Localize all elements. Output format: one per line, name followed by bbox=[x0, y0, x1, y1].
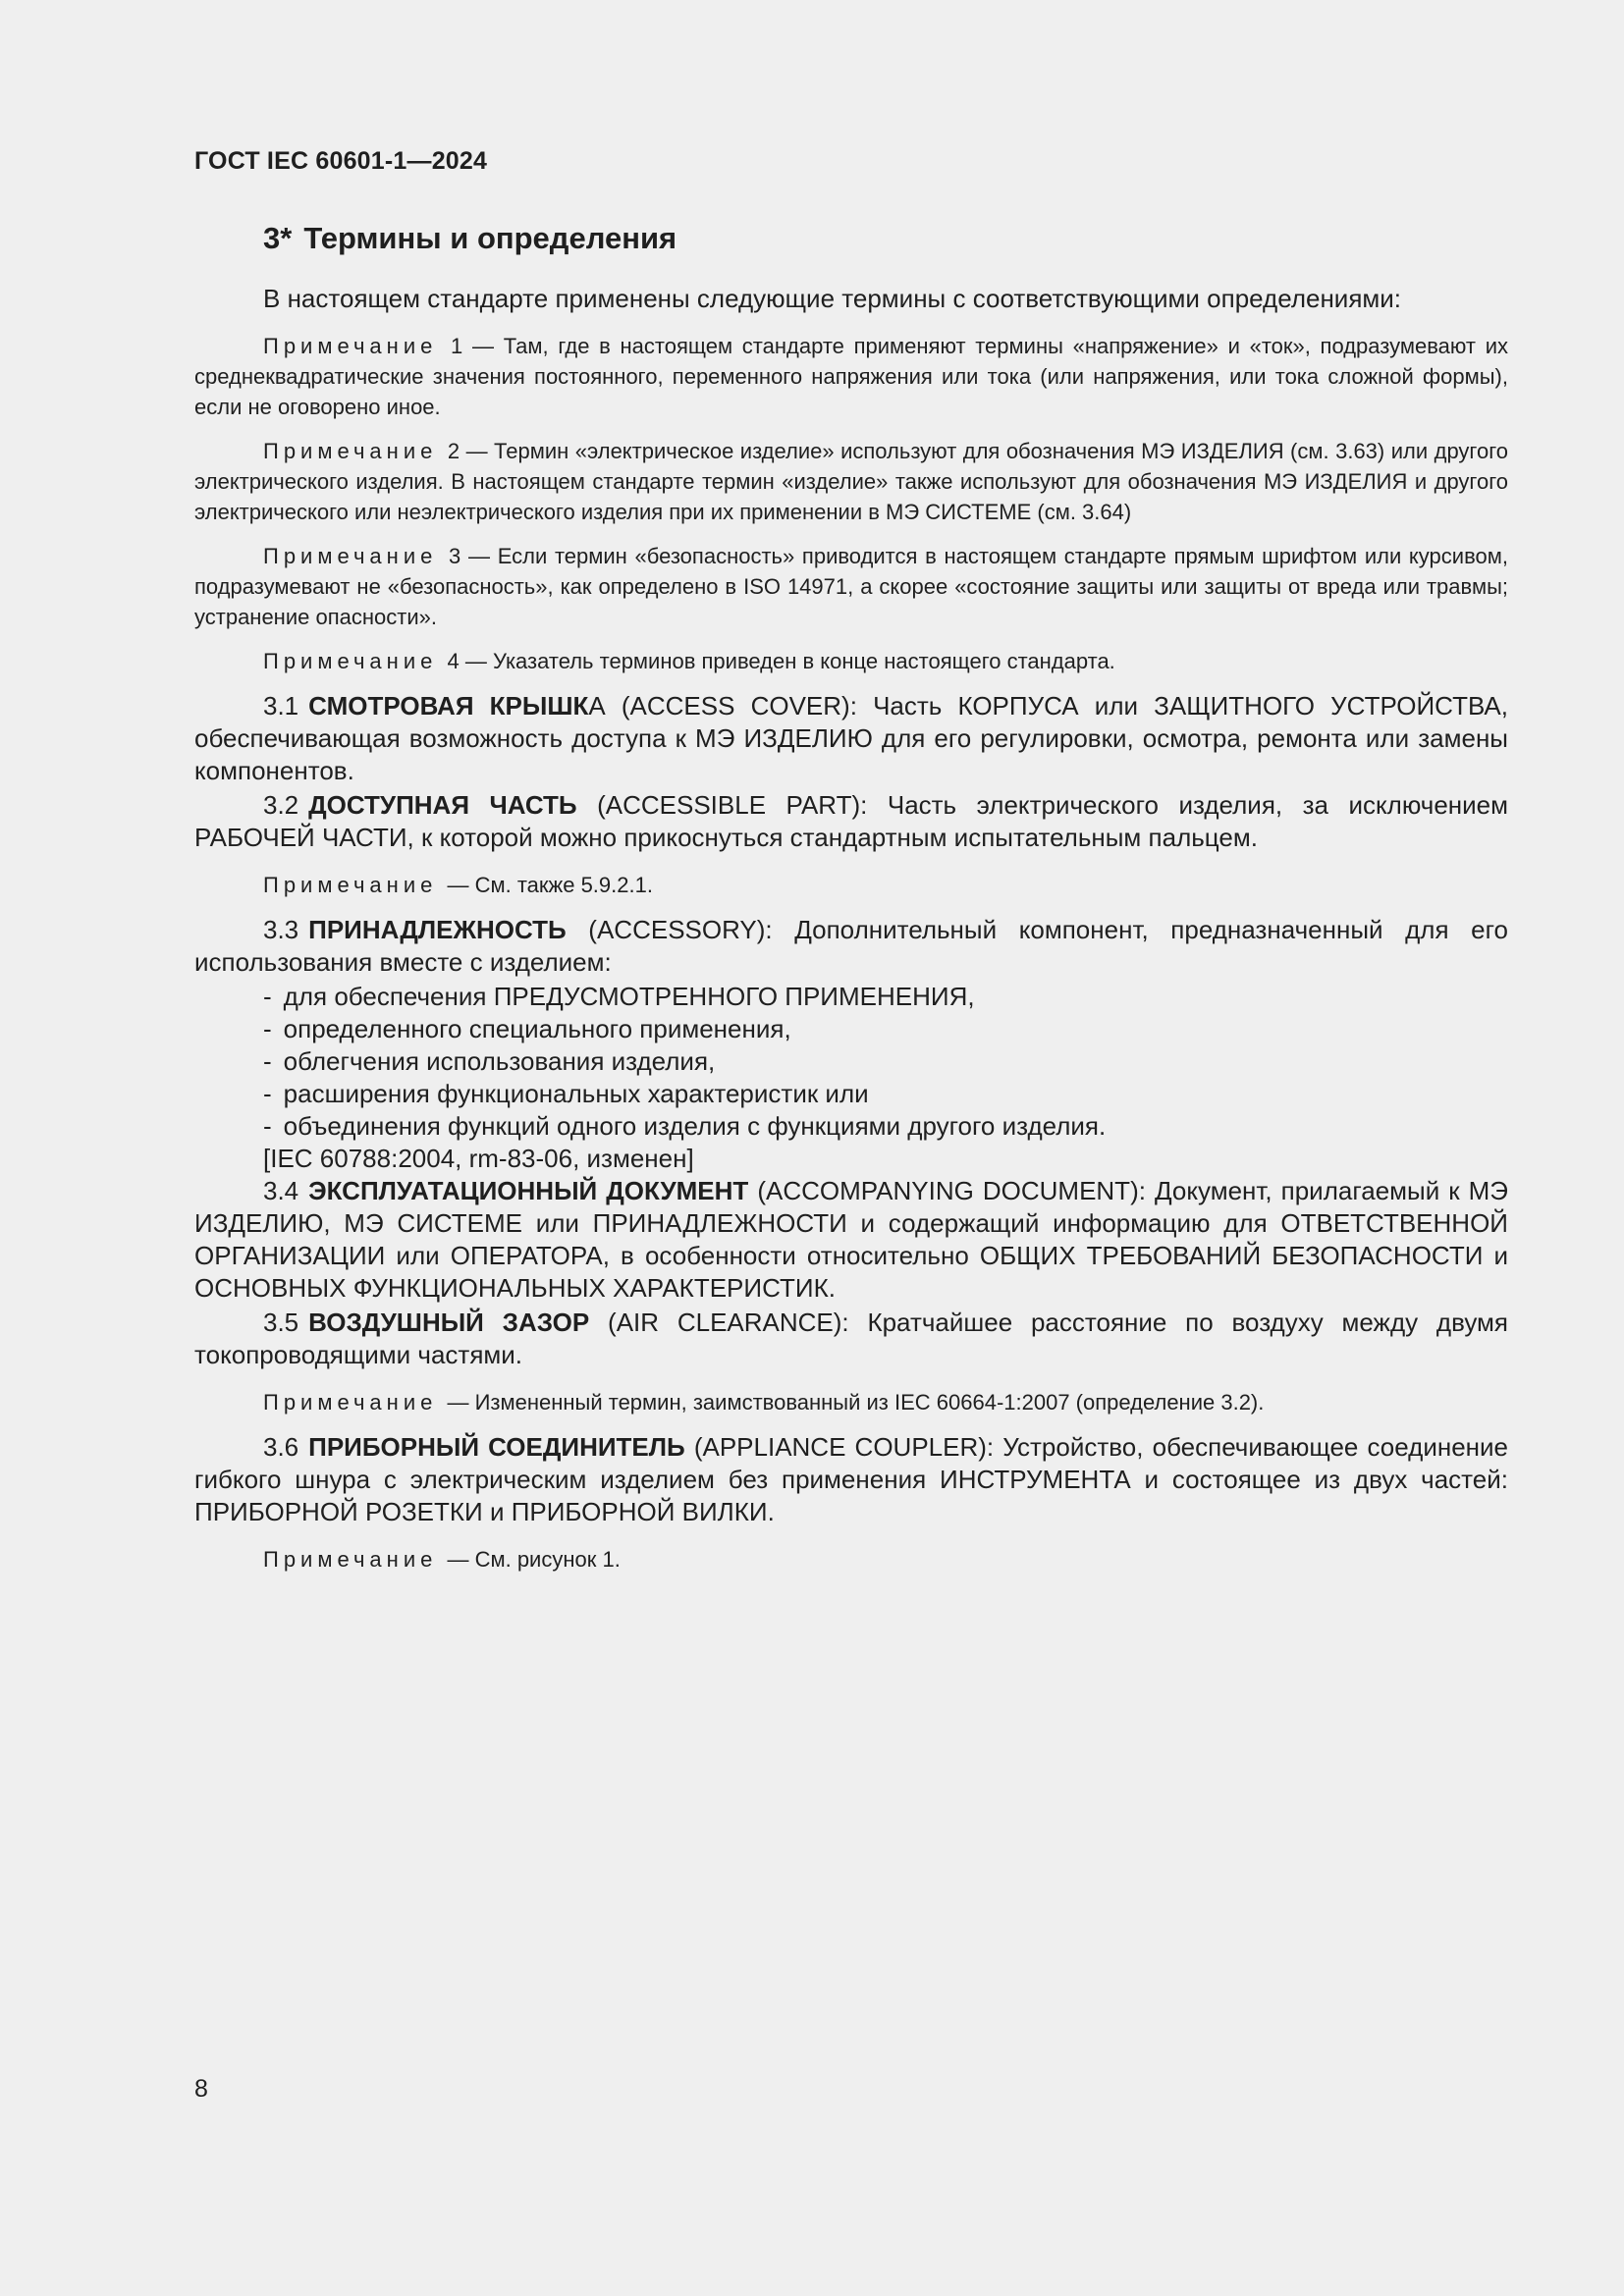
term-number: 3.1 bbox=[263, 691, 299, 721]
term-3-6 bbox=[194, 1431, 1508, 1528]
list-dash: - bbox=[263, 1079, 272, 1108]
term-name: ПРИНАДЛЕЖНОСТЬ bbox=[308, 915, 567, 944]
note-label: Примечание bbox=[263, 873, 438, 897]
term-name: ЭКСПЛУАТАЦИОННЫЙ ДОКУМЕНТ bbox=[308, 1176, 749, 1205]
note-number: 1 bbox=[451, 334, 463, 358]
term-3-3-source: [IEC 60788:2004, rm-83-06, изменен] bbox=[263, 1144, 694, 1173]
note-text: — Указатель терминов приведен в конце настоящего стандарта. bbox=[464, 649, 1115, 673]
list-dash: - bbox=[263, 1014, 272, 1043]
section-heading bbox=[263, 221, 1508, 256]
note-3 bbox=[194, 541, 1508, 632]
note-2 bbox=[194, 436, 1508, 527]
list-item bbox=[263, 1078, 1508, 1110]
term-definition: (ACCESSORY): Дополнительный компонент, предназначенный для его использования вместе с изделием: bbox=[194, 915, 1508, 977]
term-name: ПРИБОРНЫЙ СОЕДИНИТЕЛЬ bbox=[308, 1432, 685, 1462]
intro-paragraph: В настоящем стандарте применены следующие термины с соответствующими определениями: bbox=[263, 284, 1402, 313]
term-definition: (ACCOMPANYING DOCUMENT): Документ, прилагаемый к МЭ ИЗДЕЛИЮ, МЭ СИСТЕМЕ или ПРИНАДЛЕЖНОСТИ и содержащий информацию для ОТВЕТСТВЕННОЙ ОРГАНИЗАЦИИ или ОПЕРАТОРА, в особенности относительно ОБЩИХ ТРЕБОВАНИЙ БЕЗОПАСНОСТИ и ОСНОВНЫХ ФУНКЦИОНАЛЬНЫХ ХАРАКТЕРИСТИК. bbox=[194, 1176, 1508, 1303]
term-definition: А (ACCESS COVER): Часть КОРПУСА или ЗАЩИТНОГО УСТРОЙСТВА, обеспечивающая возможность доступа к МЭ ИЗДЕЛИЮ для его регулировки, осмотра, ремонта или замены компонентов. bbox=[194, 691, 1509, 785]
note-text: — Там, где в настоящем стандарте применяют термины «напряжение» и «ток», подразумевают их среднеквадратические значения постоянного, переменного напряжения или тока (или напряжения, или тока сложной формы), если не оговорено иное. bbox=[194, 334, 1508, 419]
list-item bbox=[263, 1110, 1508, 1143]
list-item bbox=[263, 1045, 1508, 1078]
term-definition: (APPLIANCE COUPLER): Устройство, обеспечивающее соединение гибкого шнура с электрическим изделием без применения ИНСТРУМЕНТА и состоящее из двух частей: ПРИБОРНОЙ РОЗЕТКИ и ПРИБОРНОЙ ВИЛКИ. bbox=[194, 1432, 1508, 1526]
list-item-text: определенного специального применения, bbox=[283, 1014, 791, 1043]
section-title: Термины и определения bbox=[303, 221, 677, 255]
note-number: 2 bbox=[447, 439, 460, 463]
term-number: 3.3 bbox=[263, 915, 299, 944]
note-text: — См. рисунок 1. bbox=[447, 1547, 621, 1572]
list-dash: - bbox=[263, 982, 272, 1011]
note-label: Примечание bbox=[263, 649, 438, 673]
note-4 bbox=[194, 646, 1508, 676]
list-dash: - bbox=[263, 1111, 272, 1141]
term-number: 3.6 bbox=[263, 1432, 299, 1462]
term-name: ВОЗДУШНЫЙ ЗАЗОР bbox=[308, 1308, 590, 1337]
note-label: Примечание bbox=[263, 1390, 438, 1415]
note-label: Примечание bbox=[263, 439, 438, 463]
term-3-6-note bbox=[194, 1544, 1508, 1575]
note-text: — См. также 5.9.2.1. bbox=[447, 873, 653, 897]
note-label: Примечание bbox=[263, 334, 438, 358]
term-name: СМОТРОВАЯ КРЫШК bbox=[308, 691, 589, 721]
term-3-4 bbox=[194, 1175, 1508, 1305]
list-item bbox=[263, 1013, 1508, 1045]
note-text: — Термин «электрическое изделие» используют для обозначения МЭ ИЗДЕЛИЯ (см. 3.63) или другого электрического изделия. В настоящем стандарте термин «изделие» также используют для обозначения МЭ ИЗДЕЛИЯ и другого электрического или неэлектрического изделия при их применении в МЭ СИСТЕМЕ (см. 3.64) bbox=[194, 439, 1508, 524]
list-item bbox=[263, 981, 1508, 1013]
term-3-3 bbox=[194, 914, 1508, 979]
note-number: 4 bbox=[447, 649, 460, 673]
note-label: Примечание bbox=[263, 544, 438, 568]
list-item-text: облегчения использования изделия, bbox=[283, 1046, 716, 1076]
term-3-5 bbox=[194, 1307, 1508, 1371]
section-number: 3* bbox=[263, 221, 293, 255]
page-number: 8 bbox=[194, 2075, 208, 2103]
note-label: Примечание bbox=[263, 1547, 438, 1572]
term-number: 3.4 bbox=[263, 1176, 299, 1205]
page-content bbox=[194, 221, 1508, 1588]
accessory-purpose-list bbox=[194, 981, 1508, 1143]
term-3-2-note bbox=[194, 870, 1508, 900]
term-number: 3.2 bbox=[263, 790, 299, 820]
term-3-2 bbox=[194, 789, 1508, 854]
document-header: ГОСТ IEC 60601-1—2024 bbox=[194, 147, 488, 175]
note-text: — Если термин «безопасность» приводится в настоящем стандарте прямым шрифтом или курсивом, подразумевают не «безопасность», как определено в ISO 14971, а скорее «состояние защиты или защиты от вреда или травмы; устранение опасности». bbox=[194, 544, 1508, 629]
term-name: ДОСТУПНАЯ ЧАСТЬ bbox=[308, 790, 577, 820]
list-item-text: для обеспечения ПРЕДУСМОТРЕННОГО ПРИМЕНЕНИЯ, bbox=[283, 982, 975, 1011]
term-3-1 bbox=[194, 690, 1508, 787]
note-text: — Измененный термин, заимствованный из IEC 60664-1:2007 (определение 3.2). bbox=[447, 1390, 1265, 1415]
list-dash: - bbox=[263, 1046, 272, 1076]
term-definition: (AIR CLEARANCE): Кратчайшее расстояние по воздуху между двумя токопроводящими частями. bbox=[194, 1308, 1508, 1369]
term-definition: (ACCESSIBLE PART): Часть электрического изделия, за исключением РАБОЧЕЙ ЧАСТИ, к которой можно прикоснуться стандартным испытательным пальцем. bbox=[194, 790, 1508, 852]
list-item-text: объединения функций одного изделия с функциями другого изделия. bbox=[283, 1111, 1107, 1141]
list-item-text: расширения функциональных характеристик или bbox=[283, 1079, 869, 1108]
note-1 bbox=[194, 331, 1508, 422]
note-number: 3 bbox=[449, 544, 461, 568]
term-number: 3.5 bbox=[263, 1308, 299, 1337]
term-3-5-note bbox=[194, 1387, 1508, 1417]
